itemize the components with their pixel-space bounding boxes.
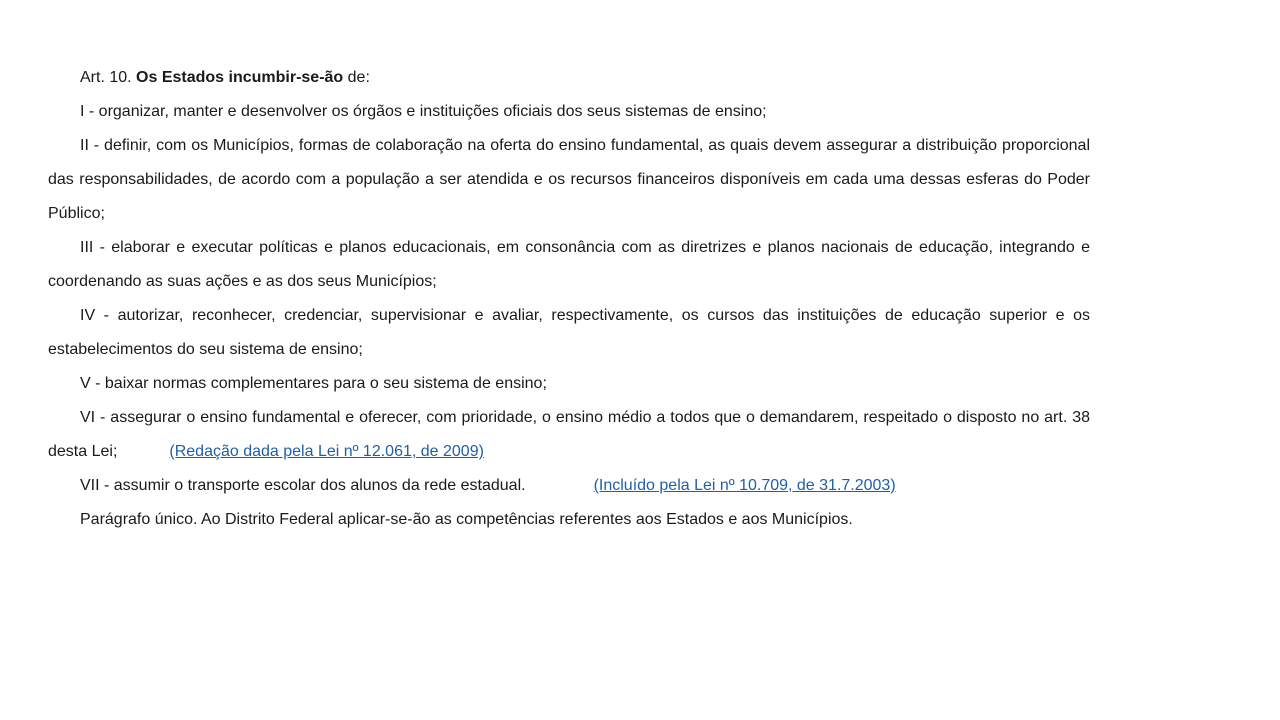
item-iv bbox=[48, 299, 1090, 367]
item-iii bbox=[48, 231, 1090, 299]
item-vi bbox=[48, 401, 1090, 469]
paragraph-unico bbox=[48, 503, 1090, 537]
item-vii-amendment-link[interactable]: (Incluído pela Lei nº 10.709, de 31.7.2003) bbox=[593, 477, 896, 494]
article-subject: Os Estados incumbir-se-ão bbox=[136, 69, 344, 86]
item-vi-text: VI - assegurar o ensino fundamental e oferecer, com prioridade, o ensino médio a todos que o demandarem, respeitado o disposto no art. 38 desta Lei; bbox=[48, 409, 1090, 460]
item-i bbox=[48, 95, 1090, 129]
item-vii-text: VII - assumir o transporte escolar dos alunos da rede estadual. bbox=[80, 477, 526, 494]
item-vii bbox=[48, 469, 1090, 503]
item-ii-text: II - definir, com os Municípios, formas de colaboração na oferta do ensino fundamental, as quais devem assegurar a distribuição proporcional das responsabilidades, de acordo com a população a ser atendida e os recursos financeiros disponíveis em cada uma dessas esferas do Poder Público; bbox=[48, 137, 1090, 222]
law-document bbox=[48, 61, 1090, 537]
item-ii bbox=[48, 129, 1090, 231]
item-iv-text: IV - autorizar, reconhecer, credenciar, supervisionar e avaliar, respectivamente, os cursos das instituições de educação superior e os estabelecimentos do seu sistema de ensino; bbox=[48, 307, 1090, 358]
item-i-text: I - organizar, manter e desenvolver os órgãos e instituições oficiais dos seus sistemas de ensino; bbox=[80, 103, 767, 120]
article-heading bbox=[48, 61, 1090, 95]
article-suffix: de: bbox=[347, 69, 370, 86]
item-iii-text: III - elaborar e executar políticas e planos educacionais, em consonância com as diretrizes e planos nacionais de educação, integrando e coordenando as suas ações e as dos seus Municípios; bbox=[48, 239, 1090, 290]
article-number: Art. 10. bbox=[80, 69, 132, 86]
item-v bbox=[48, 367, 1090, 401]
paragraph-unico-text: Parágrafo único. Ao Distrito Federal aplicar-se-ão as competências referentes aos Estados e aos Municípios. bbox=[80, 511, 853, 528]
item-v-text: V - baixar normas complementares para o seu sistema de ensino; bbox=[80, 375, 547, 392]
item-vi-amendment-link[interactable]: (Redação dada pela Lei nº 12.061, de 2009) bbox=[169, 443, 484, 460]
